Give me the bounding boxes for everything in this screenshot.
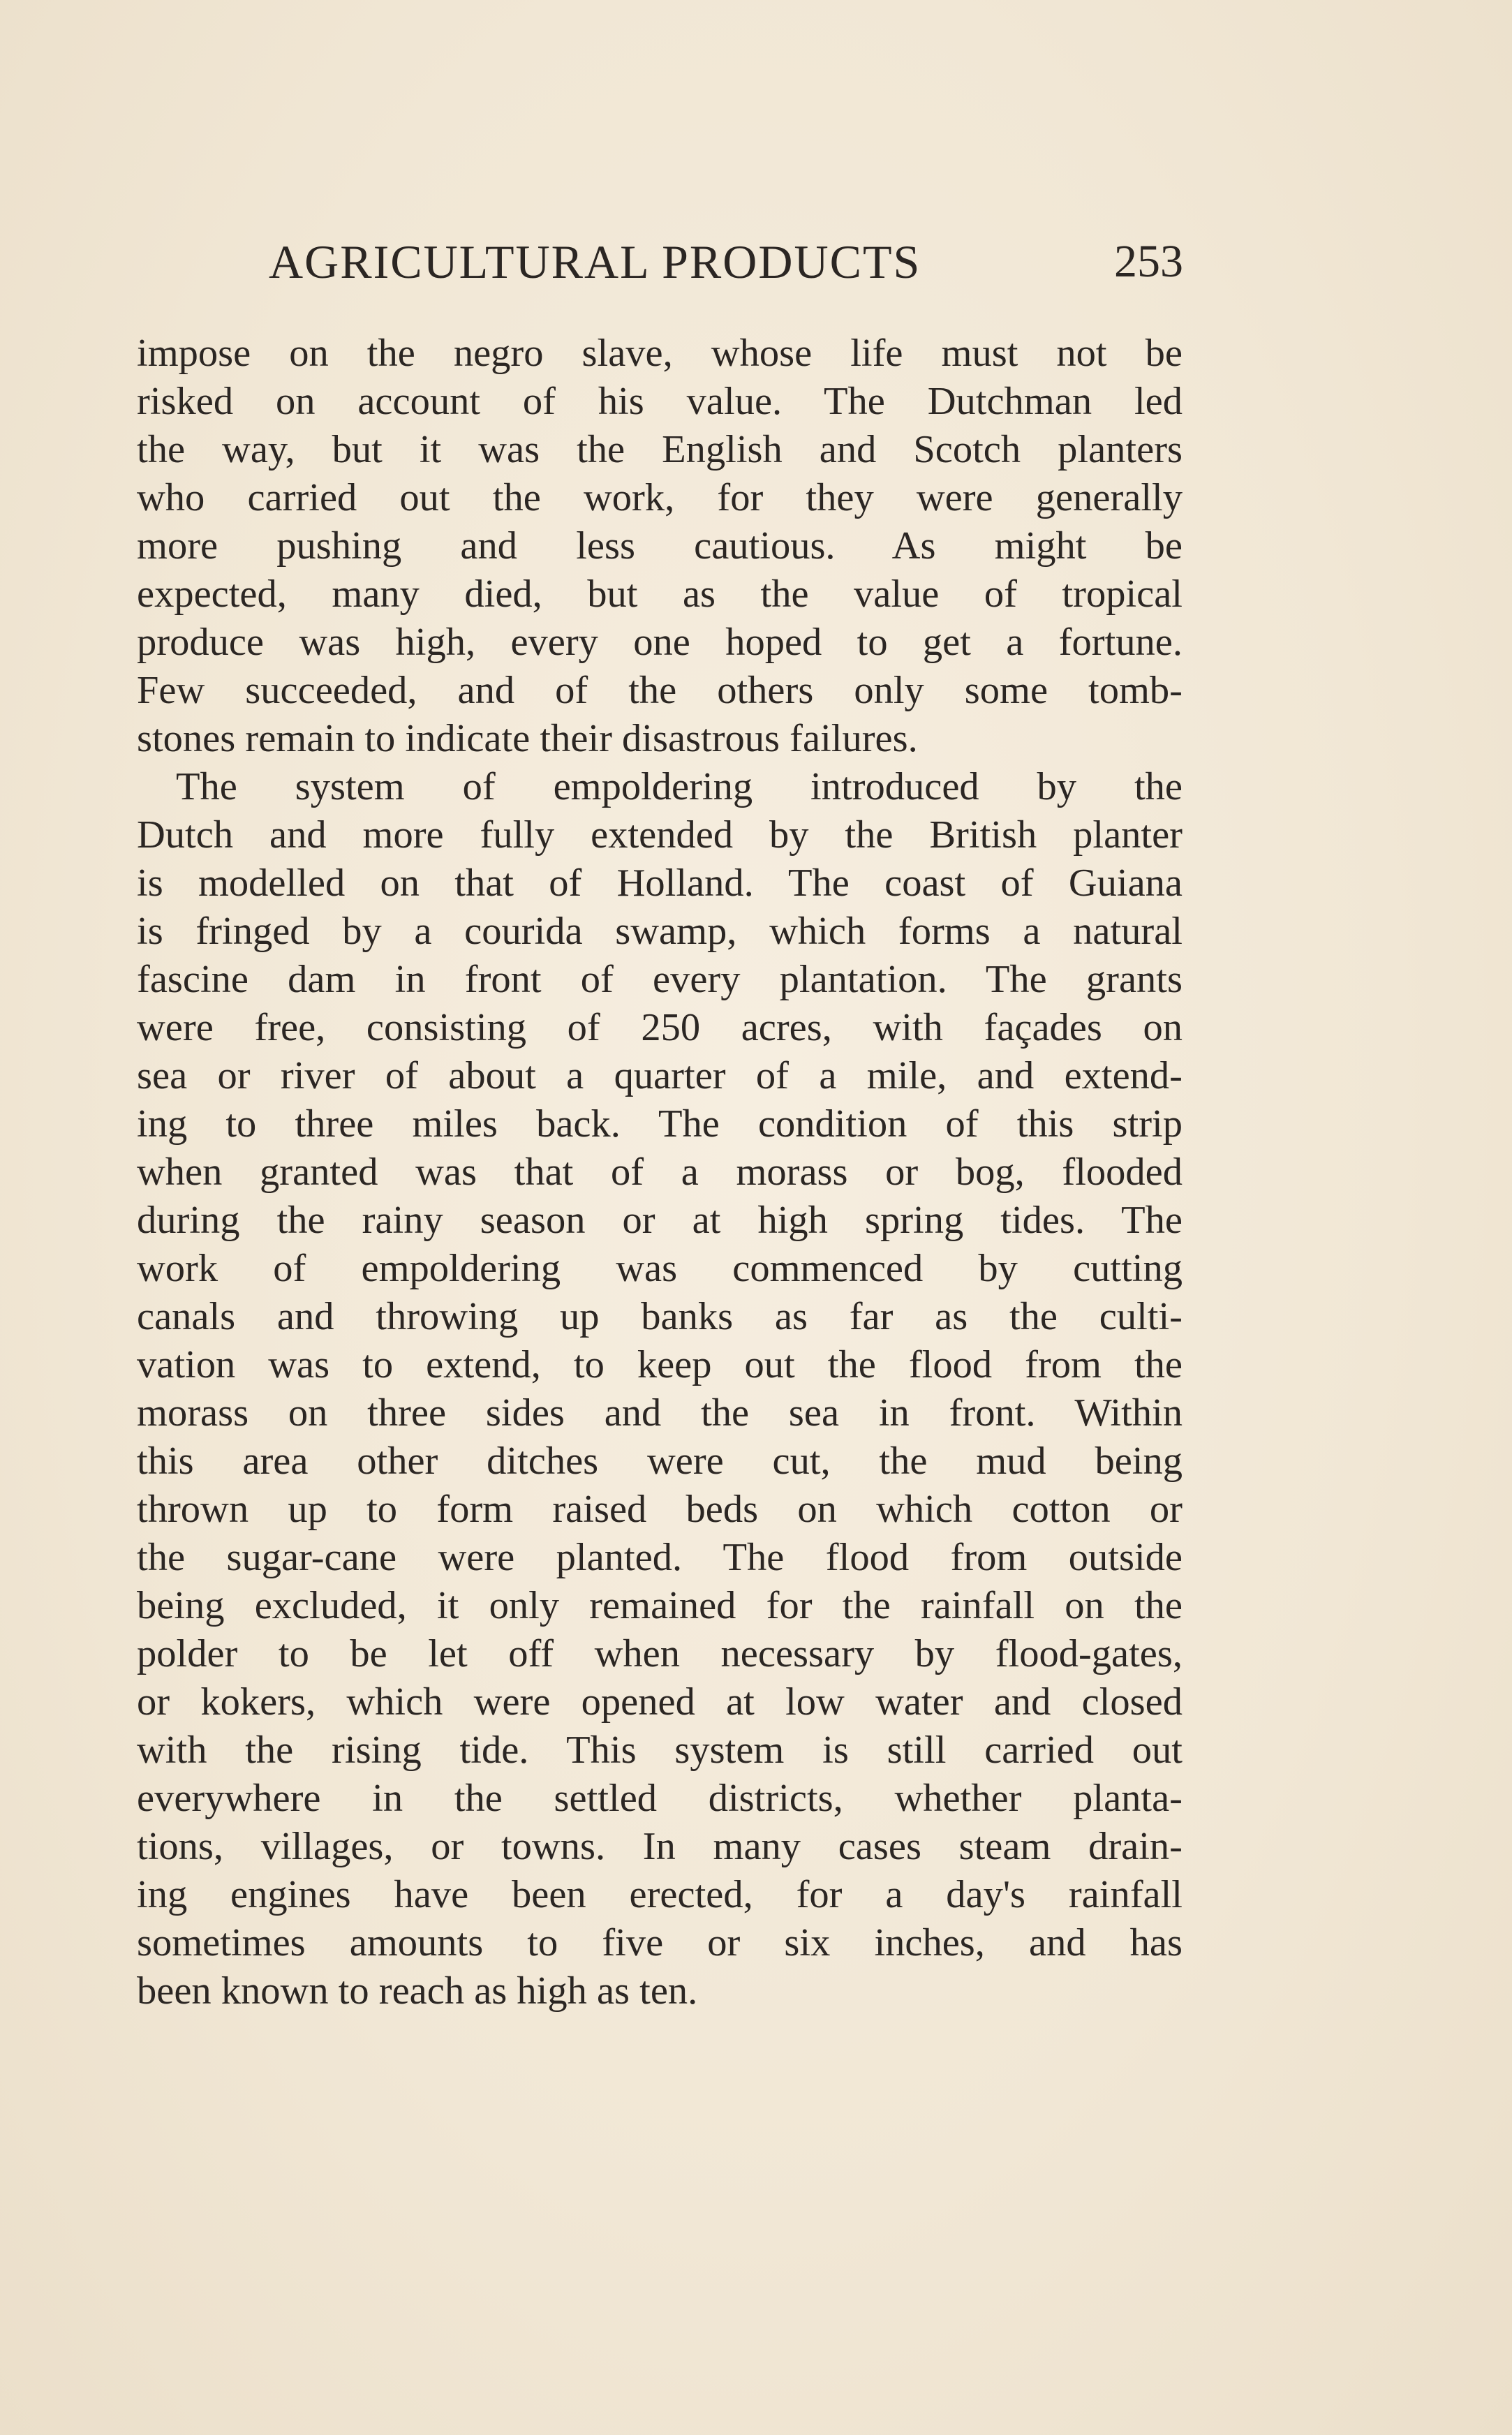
text-line: sometimes amounts to five or six inches, and has bbox=[137, 1921, 1183, 1964]
text-line: fascine dam in front of every plantation. The grants bbox=[137, 958, 1183, 1001]
text-line: or kokers, which were opened at low water and closed bbox=[137, 1680, 1183, 1724]
text-line: is modelled on that of Holland. The coast of Guiana bbox=[137, 861, 1183, 905]
text-line: morass on three sides and the sea in front. Within bbox=[137, 1391, 1183, 1435]
text-line: Dutch and more fully extended by the British planter bbox=[137, 813, 1183, 857]
running-head: AGRICULTURAL PRODUCTS bbox=[269, 235, 921, 288]
text-line: were free, consisting of 250 acres, with façades on bbox=[137, 1006, 1183, 1049]
text-line: canals and throwing up banks as far as the culti- bbox=[137, 1295, 1183, 1338]
text-line: vation was to extend, to keep out the flood from the bbox=[137, 1343, 1183, 1386]
text-line: produce was high, every one hoped to get a fortune. bbox=[137, 621, 1183, 664]
text-line: stones remain to indicate their disastrous failures. bbox=[137, 717, 918, 760]
text-line: during the rainy season or at high spring tides. The bbox=[137, 1199, 1183, 1242]
text-line: tions, villages, or towns. In many cases steam drain- bbox=[137, 1825, 1183, 1868]
page-header bbox=[269, 230, 1183, 293]
text-line: more pushing and less cautious. As might be bbox=[137, 524, 1183, 568]
text-line: this area other ditches were cut, the mud being bbox=[137, 1439, 1183, 1483]
text-line: The system of empoldering introduced by the bbox=[176, 765, 1183, 808]
text-line: being excluded, it only remained for the rainfall on the bbox=[137, 1584, 1183, 1627]
text-line: expected, many died, but as the value of tropical bbox=[137, 572, 1183, 616]
text-line: thrown up to form raised beds on which cotton or bbox=[137, 1488, 1183, 1531]
text-line: the way, but it was the English and Scotch planters bbox=[137, 428, 1183, 471]
text-line: with the rising tide. This system is still carried out bbox=[137, 1729, 1183, 1772]
text-line: when granted was that of a morass or bog, flooded bbox=[137, 1150, 1183, 1194]
text-line: sea or river of about a quarter of a mile, and extend- bbox=[137, 1054, 1183, 1097]
text-line: polder to be let off when necessary by flood-gates, bbox=[137, 1632, 1183, 1675]
text-line: Few succeeded, and of the others only some tomb- bbox=[137, 669, 1183, 712]
text-line: been known to reach as high as ten. bbox=[137, 1969, 698, 2013]
page-number: 253 bbox=[1114, 236, 1183, 287]
text-line: impose on the negro slave, whose life must not be bbox=[137, 332, 1183, 375]
text-line: who carried out the work, for they were generally bbox=[137, 476, 1183, 519]
text-line: is fringed by a courida swamp, which forms a natural bbox=[137, 910, 1183, 953]
text-line: work of empoldering was commenced by cutting bbox=[137, 1247, 1183, 1290]
text-line: risked on account of his value. The Dutchman led bbox=[137, 380, 1183, 423]
text-line: the sugar-cane were planted. The flood from outside bbox=[137, 1536, 1183, 1579]
text-line: ing to three miles back. The condition of this strip bbox=[137, 1102, 1183, 1146]
body-text bbox=[137, 330, 1183, 2015]
text-line: ing engines have been erected, for a day's rainfall bbox=[137, 1873, 1183, 1916]
text-line: everywhere in the settled districts, whether planta- bbox=[137, 1777, 1183, 1820]
